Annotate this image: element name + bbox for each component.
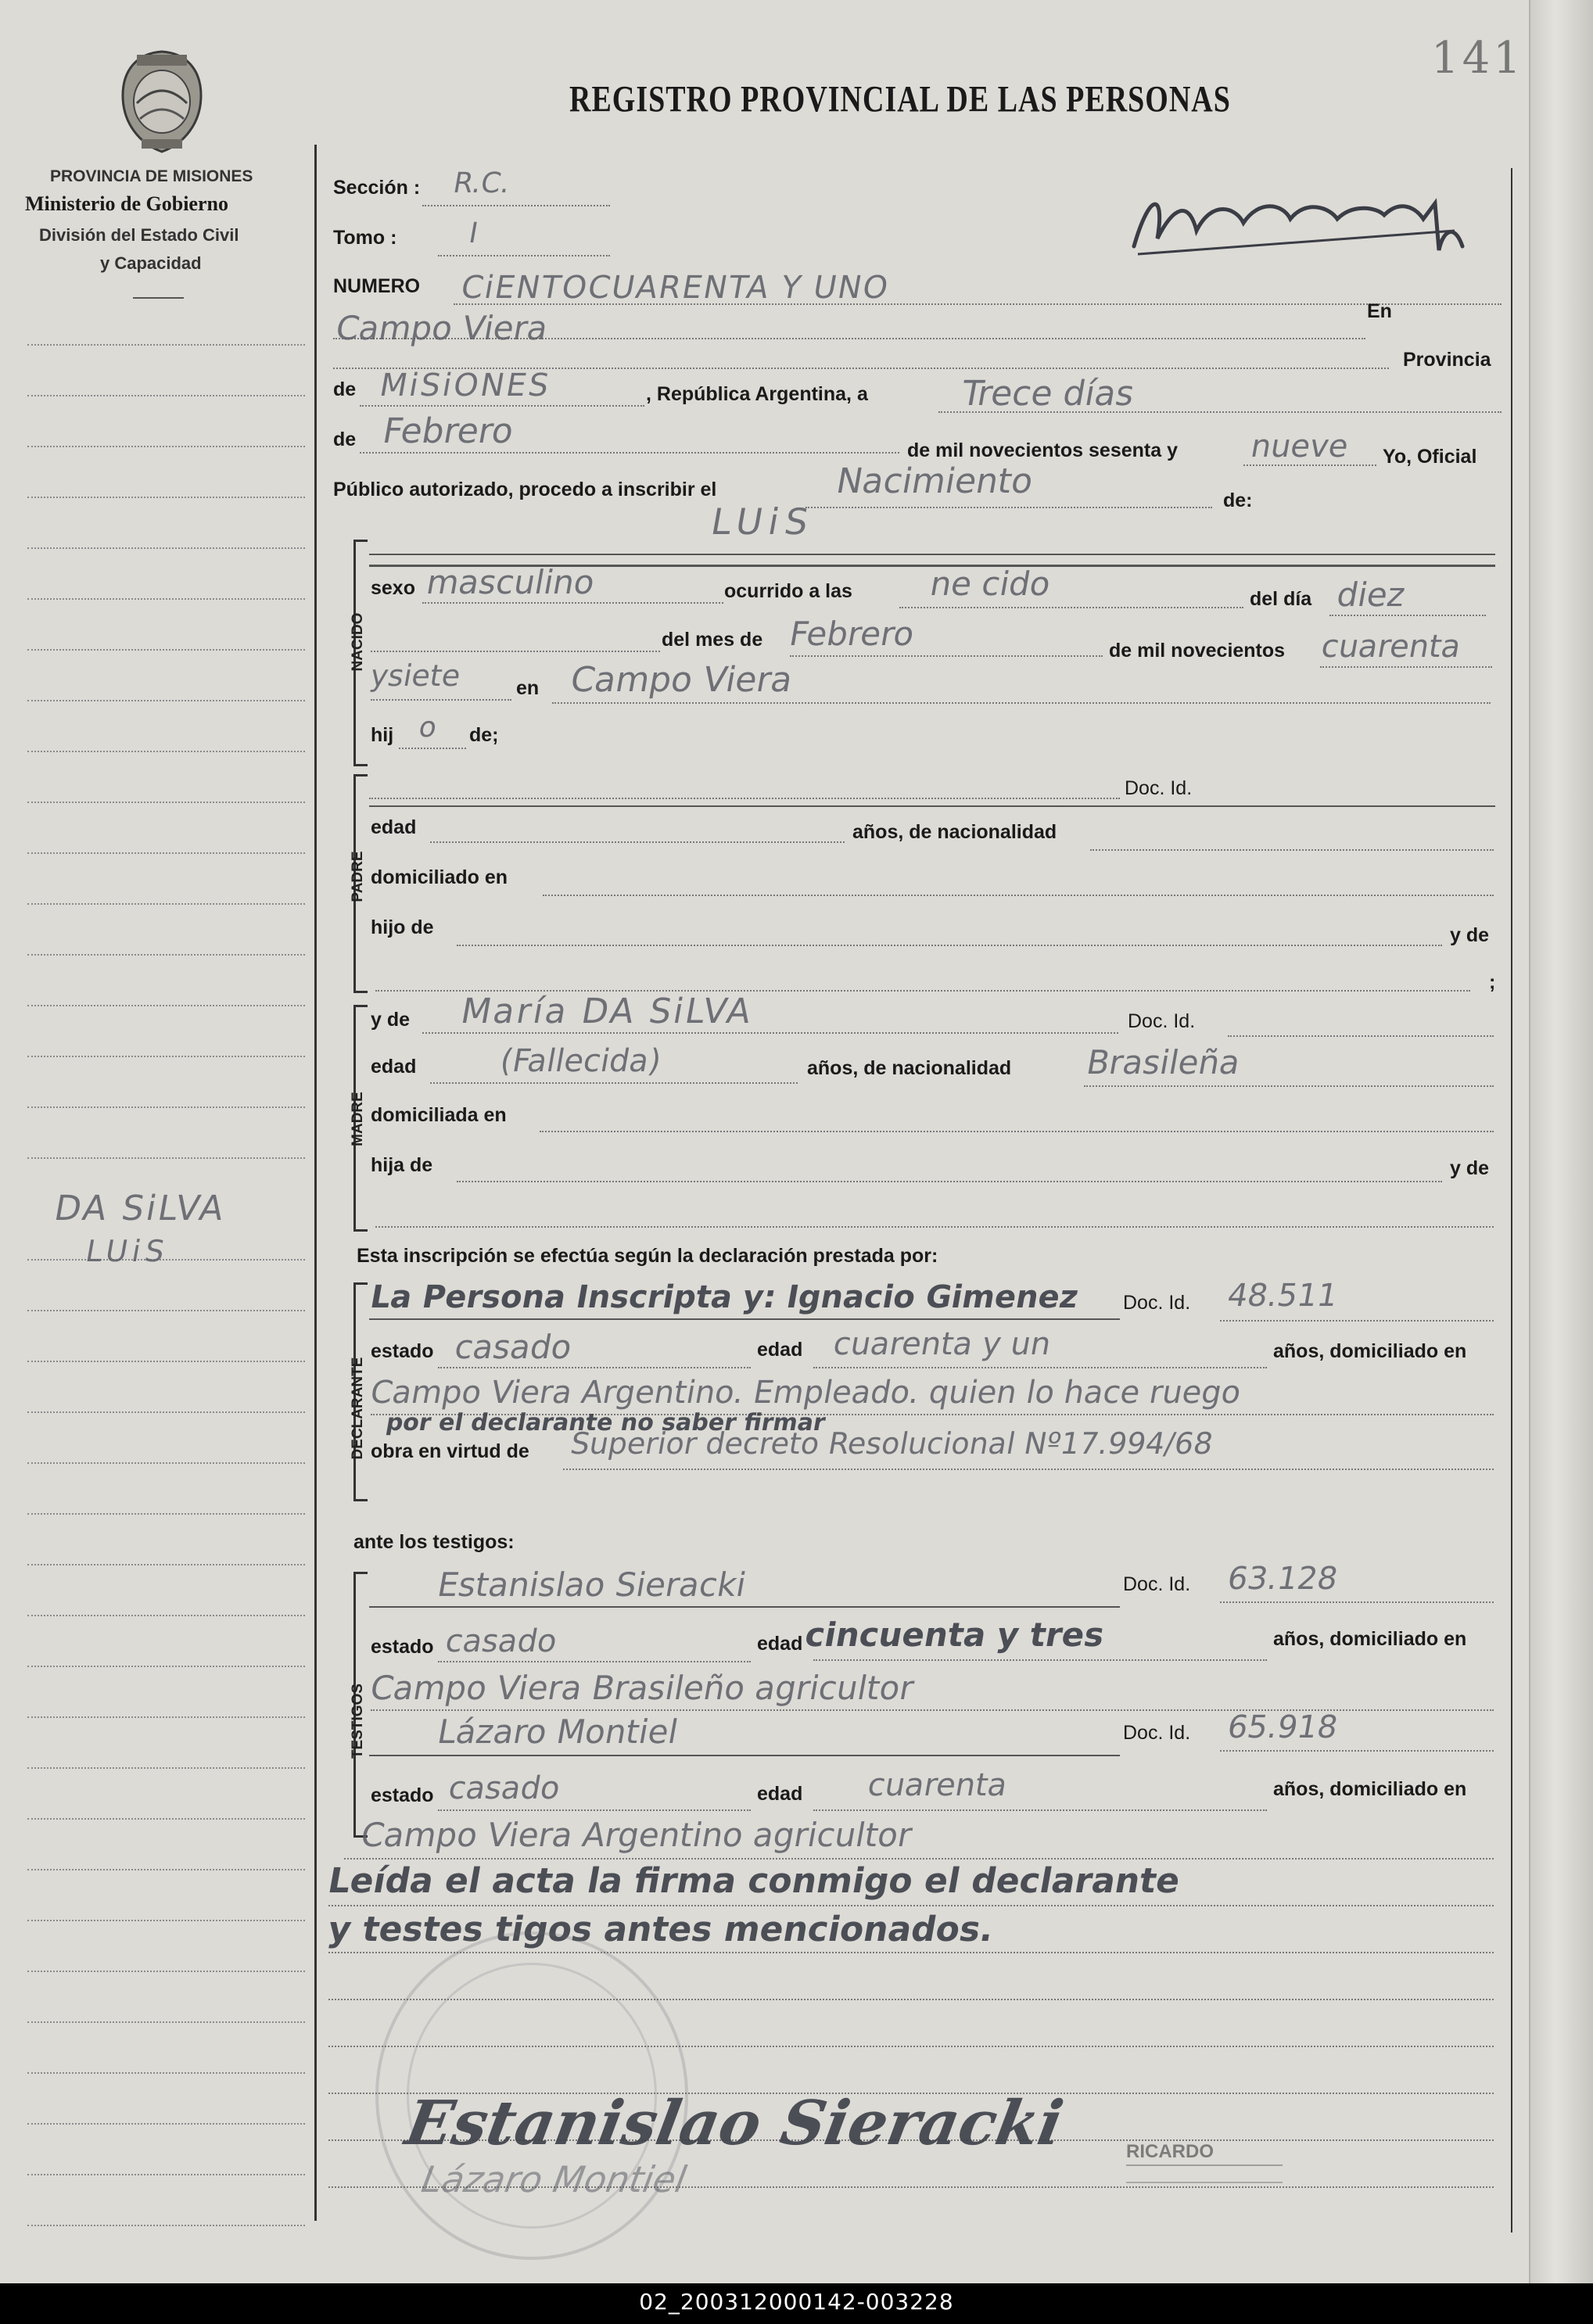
sexo-label: sexo — [371, 577, 415, 599]
tomo-label: Tomo : — [333, 227, 397, 249]
tomo-line — [438, 255, 610, 256]
header-ministry: Ministerio de Gobierno — [25, 192, 228, 215]
header-capacity: y Capacidad — [100, 253, 202, 273]
declarante-dom-value: Campo Viera Argentino. Empleado. quien lo hace ruego — [367, 1375, 1244, 1411]
madre-nac-line — [1084, 1085, 1494, 1087]
testigo2-value: Lázaro Montiel — [434, 1713, 681, 1751]
margin-line — [27, 1971, 305, 1972]
ante-label: ante los testigos: — [353, 1531, 515, 1553]
margin-line — [27, 1920, 305, 1921]
declarante-edad-value: cuarenta y un — [830, 1326, 1054, 1362]
de-mes-label: de — [333, 429, 357, 450]
margin-line — [27, 1666, 305, 1667]
padre-nac-line — [1090, 849, 1494, 851]
mes-nac-value: Febrero — [786, 615, 917, 653]
en-label: En — [1367, 300, 1392, 322]
madre-dom-label: domiciliada en — [371, 1104, 507, 1126]
margin-line — [27, 1411, 305, 1413]
testigo2-doc-label: Doc. Id. — [1123, 1722, 1191, 1744]
padre-dom-label: domiciliado en — [371, 866, 508, 888]
margin-line — [27, 1310, 305, 1311]
margin-line — [27, 1513, 305, 1515]
padre-semicolon: ; — [1489, 971, 1496, 993]
left-border — [314, 145, 317, 2221]
yo-oficial-label: Yo, Oficial — [1383, 446, 1477, 468]
de-semi-label: de; — [469, 724, 499, 746]
testigo1-doc-line — [1220, 1601, 1494, 1603]
declarante-estado-line — [438, 1367, 751, 1368]
margin-line — [27, 1005, 305, 1006]
margin-line — [27, 649, 305, 651]
testigo2-dom-value: Campo Viera Argentino agricultor — [357, 1816, 916, 1854]
anio-nac-line — [1320, 666, 1492, 668]
testigo2-edad-line — [813, 1809, 1267, 1811]
hora-line — [899, 607, 1243, 608]
declarante-value: La Persona Inscripta y: Ignacio Gimenez — [367, 1279, 1082, 1315]
madre-doc-label: Doc. Id. — [1128, 1010, 1196, 1032]
madre-y-de-label: y de — [1450, 1157, 1490, 1179]
testigo1-edad-value: cincuenta y tres — [802, 1616, 1108, 1654]
del-dia-label: del día — [1250, 588, 1312, 610]
testigo1-estado-line — [438, 1661, 751, 1662]
official-stamp-rule-2 — [1126, 2182, 1283, 2183]
margin-line — [27, 395, 305, 396]
testigo2-dom-label: años, domiciliado en — [1273, 1778, 1467, 1800]
declarante-line — [369, 1318, 1120, 1320]
declarante-estado-label: estado — [371, 1340, 434, 1362]
ocurrido-label: ocurrido a las — [724, 580, 852, 602]
declarante-doc-line — [1220, 1320, 1494, 1322]
madre-hija-label: hija de — [371, 1154, 433, 1176]
cierre-line-1: Leída el acta la firma conmigo el declarante — [325, 1861, 1183, 1901]
sexo-value: masculino — [423, 563, 598, 601]
padre-hijo-label: hijo de — [371, 916, 434, 938]
testigo2-edad-value: cuarenta — [864, 1767, 1010, 1803]
testigo2-estado-label: estado — [371, 1784, 434, 1806]
document-title: REGISTRO PROVINCIAL DE LAS PERSONAS — [569, 79, 1231, 120]
official-signature-top — [1126, 176, 1470, 270]
margin-line — [27, 2072, 305, 2074]
nombre-value: LUiS — [708, 500, 818, 543]
testigo2-edad-label: edad — [757, 1783, 803, 1805]
madre-name-line — [422, 1032, 1118, 1034]
margin-note-name: LUiS — [83, 1234, 172, 1268]
cierre-line-1-rule — [328, 1905, 1494, 1906]
declarante-side-label: DECLARANTE — [350, 1357, 366, 1460]
declarante-estado-value: casado — [451, 1328, 576, 1366]
mes-value: Febrero — [379, 411, 517, 451]
margin-note-surname: DA SiLVA — [51, 1189, 229, 1228]
numero-label: NUMERO — [333, 275, 421, 297]
padre-dom-line — [543, 895, 1494, 896]
declarante-doc-label: Doc. Id. — [1123, 1292, 1191, 1314]
seccion-line — [422, 205, 610, 206]
margin-line — [27, 903, 305, 905]
provincia-name-line — [360, 405, 644, 407]
margin-line — [27, 1157, 305, 1159]
margin-line — [27, 1462, 305, 1464]
mes-line — [360, 452, 899, 454]
madre-blank-line — [375, 1226, 1494, 1228]
cierre-line-2: y testes tigos antes mencionados. — [325, 1910, 997, 1949]
seccion-value: R.C. — [450, 167, 513, 199]
madre-side-label: MADRE — [350, 1092, 366, 1146]
right-border — [1511, 168, 1512, 2233]
mil-nov-sesenta-label: de mil novecientos sesenta y — [907, 439, 1178, 461]
lugar-nac-line — [552, 702, 1491, 704]
republica-label: , República Argentina, a — [646, 383, 868, 405]
testigo1-dom-label: años, domiciliado en — [1273, 1628, 1467, 1650]
testigo1-estado-label: estado — [371, 1636, 434, 1658]
margin-line — [27, 2174, 305, 2175]
header-province: PROVINCIA DE MISIONES — [50, 167, 253, 185]
margin-line — [27, 598, 305, 600]
signature-witness-2: Lázaro Montiel — [418, 2158, 690, 2200]
anio-nac-b-line — [371, 699, 511, 701]
padre-side-label: PADRE — [350, 851, 366, 902]
del-mes-label: del mes de — [662, 629, 763, 651]
madre-nombre-value: María DA SiLVA — [457, 992, 757, 1031]
testigo1-doc-value: 63.128 — [1224, 1561, 1341, 1597]
coat-of-arms-emblem — [113, 47, 211, 156]
page-edge — [1529, 0, 1593, 2283]
margin-line — [27, 1361, 305, 1362]
sexo-line — [422, 602, 723, 604]
testigo2-doc-value: 65.918 — [1224, 1709, 1341, 1745]
anio-nac-a-value: cuarenta — [1318, 629, 1464, 665]
madre-edad-line — [430, 1082, 798, 1084]
hij-label: hij — [371, 724, 394, 746]
declarante-nota: por el declarante no saber firmar — [383, 1409, 828, 1436]
hora-value: ne cido — [927, 565, 1054, 603]
obra-line — [563, 1469, 1494, 1470]
en-nac-label: en — [516, 677, 540, 699]
padre-name-line — [369, 805, 1495, 807]
testigos-side-label: TESTIGOS — [350, 1683, 366, 1759]
declarante-edad-line — [813, 1367, 1267, 1368]
margin-line — [27, 1869, 305, 1870]
acto-value: Nacimiento — [833, 461, 1037, 501]
hij-line — [399, 748, 466, 749]
testigo1-line — [369, 1606, 1120, 1608]
header-division: División del Estado Civil — [39, 225, 239, 245]
inscripcion-label: Esta inscripción se efectúa según la declaración prestada por: — [357, 1245, 938, 1267]
anio-line — [1243, 464, 1376, 466]
obra-label: obra en virtud de — [371, 1440, 529, 1462]
margin-line — [27, 446, 305, 447]
padre-edad-line — [430, 841, 845, 843]
provincia-label: Provincia — [1403, 349, 1491, 371]
padre-y-de-label: y de — [1450, 924, 1490, 946]
madre-hija-line — [457, 1181, 1442, 1182]
padre-dotted — [369, 798, 1120, 799]
seccion-label: Sección : — [333, 177, 421, 199]
declarante-doc-value: 48.511 — [1224, 1278, 1341, 1314]
margin-line — [27, 1615, 305, 1616]
madre-edad-label: edad — [371, 1056, 417, 1078]
y-de-label: y de — [371, 1009, 411, 1031]
margin-line — [27, 1564, 305, 1565]
margin-line — [27, 1106, 305, 1108]
margin-line — [27, 802, 305, 803]
margin-line — [27, 700, 305, 701]
declarante-dom-label: años, domiciliado en — [1273, 1340, 1467, 1362]
margin-line — [27, 2021, 305, 2023]
declarante-edad-label: edad — [757, 1339, 803, 1361]
official-stamp-rule — [1126, 2164, 1283, 2166]
margin-line — [27, 497, 305, 498]
padre-nac-label: años, de nacionalidad — [852, 821, 1057, 843]
testigo1-dom-value: Campo Viera Brasileño agricultor — [367, 1669, 917, 1707]
lugar-nac-value: Campo Viera — [567, 660, 796, 700]
nacido-side-label: NACIDO — [350, 612, 366, 672]
testigo2-estado-value: casado — [445, 1770, 563, 1806]
madre-nac-label: años, de nacionalidad — [807, 1057, 1012, 1079]
testigo1-edad-line — [813, 1659, 1267, 1661]
margin-line — [27, 1716, 305, 1718]
margin-line — [27, 1056, 305, 1057]
margin-line — [27, 344, 305, 346]
lugar-value: Campo Viera — [332, 309, 551, 347]
margin-line — [27, 852, 305, 854]
margin-line — [27, 1767, 305, 1769]
padre-doc-label: Doc. Id. — [1125, 777, 1193, 799]
testigo1-doc-label: Doc. Id. — [1123, 1573, 1191, 1595]
de-colon-label: de: — [1223, 490, 1253, 511]
anio-nac-b-value: ysiete — [368, 658, 464, 693]
signature-witness-1: Estanislao Sieracki — [400, 2088, 1068, 2159]
dia-nac-line — [1329, 615, 1486, 616]
hij-value: o — [416, 712, 440, 744]
margin-line — [27, 954, 305, 956]
padre-edad-label: edad — [371, 816, 417, 838]
margin-line — [27, 2123, 305, 2125]
de-label: de — [333, 378, 357, 400]
madre-doc-line — [1228, 1035, 1494, 1037]
margin-line — [27, 751, 305, 752]
testigo2-line — [369, 1755, 1120, 1756]
madre-dom-line — [540, 1131, 1494, 1132]
mes-nac-line — [790, 655, 1103, 657]
testigo1-estado-value: casado — [442, 1623, 560, 1659]
publico-label: Público autorizado, procedo a inscribir el — [333, 479, 717, 500]
header-divider — [133, 297, 184, 299]
padre-hijo-line — [457, 945, 1442, 946]
dia-nac-value: diez — [1333, 576, 1408, 614]
testigo2-estado-line — [438, 1809, 751, 1811]
testigo1-edad-label: edad — [757, 1633, 803, 1655]
margin-line — [27, 1818, 305, 1820]
margin-line — [27, 2225, 305, 2226]
margin-line — [27, 547, 305, 549]
page-number: 141 — [1431, 33, 1524, 84]
testigo2-doc-line — [1220, 1750, 1494, 1752]
anio-value: nueve — [1247, 429, 1351, 464]
madre-edad-value: (Fallecida) — [497, 1043, 664, 1079]
blank-line — [371, 651, 660, 652]
provincia-value: MiSiONES — [376, 368, 554, 403]
madre-nac-value: Brasileña — [1083, 1043, 1243, 1081]
nombre-line — [369, 554, 1495, 555]
dia-value: Trece días — [958, 374, 1138, 414]
numero-value: CiENTOCUARENTA Y UNO — [457, 270, 893, 306]
obra-value: Superior decreto Resolucional Nº17.994/68 — [568, 1426, 1216, 1461]
testigo1-value: Estanislao Sieracki — [434, 1565, 749, 1604]
mil-nov-label: de mil novecientos — [1109, 640, 1286, 662]
tomo-value: I — [466, 217, 481, 249]
acto-line — [805, 507, 1212, 508]
testigo2-dom-line — [344, 1858, 1494, 1860]
official-stamp-name: RICARDO — [1126, 2141, 1214, 2162]
footer-filename: 02_200312000142-003228 — [639, 2289, 954, 2315]
